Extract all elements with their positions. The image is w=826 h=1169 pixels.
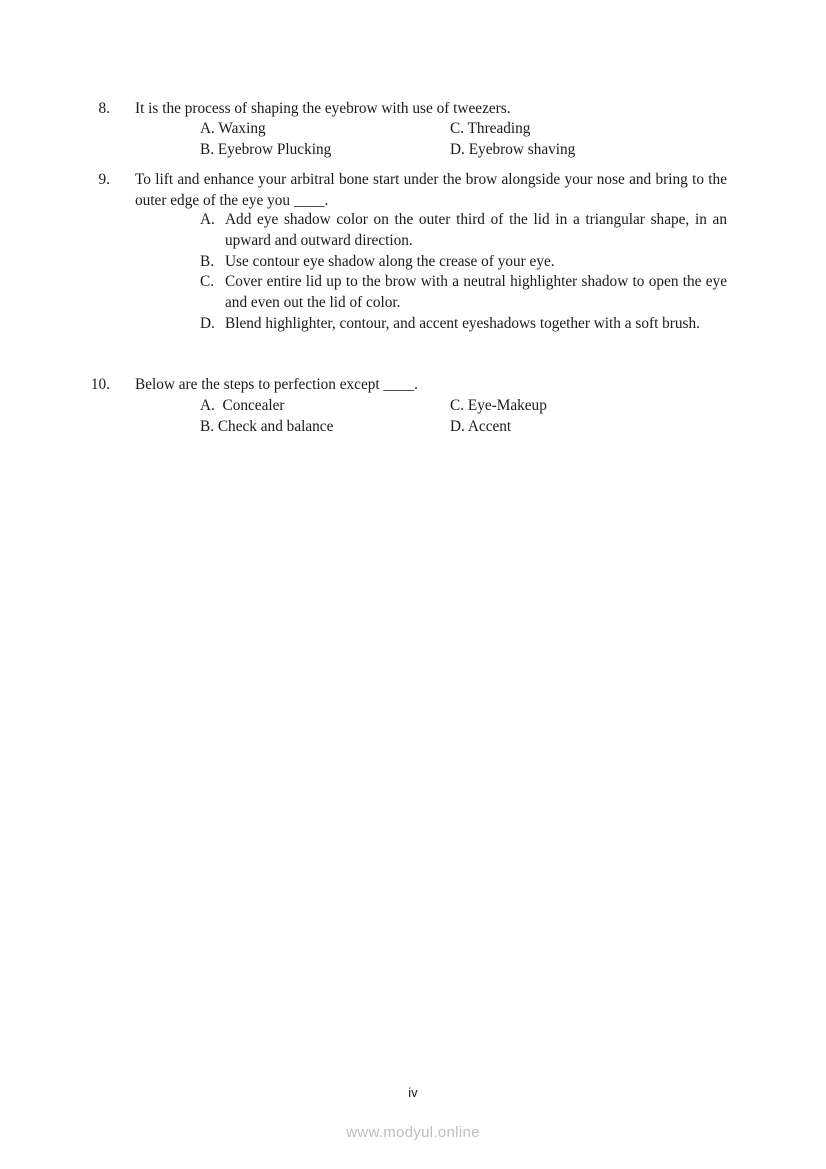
option-b: B. Check and balance bbox=[200, 418, 334, 435]
page-number: iv bbox=[408, 1085, 418, 1100]
question-text: Below are the steps to perfection except ____. bbox=[135, 376, 418, 393]
option-letter: A. bbox=[200, 211, 215, 228]
question-number: 10. bbox=[90, 376, 110, 393]
question-text: To lift and enhance your arbitral bone start under the brow alongside your nose and bring to the outer edge of the eye you ____. bbox=[135, 171, 727, 209]
question-number: 9. bbox=[98, 171, 110, 188]
option-letter: B. bbox=[200, 253, 215, 270]
option-letter: D. bbox=[200, 315, 215, 332]
watermark: www.modyul.online bbox=[346, 1124, 480, 1141]
option-a: A. Waxing bbox=[200, 120, 266, 137]
option-text: Blend highlighter, contour, and accent eyeshadows together with a soft brush. bbox=[225, 315, 700, 332]
option-c: C. Eye-Makeup bbox=[450, 397, 547, 414]
option-text: Use contour eye shadow along the crease of your eye. bbox=[225, 253, 555, 270]
option-b: B. Eyebrow Plucking bbox=[200, 141, 332, 158]
option-d: D. Eyebrow shaving bbox=[450, 141, 576, 158]
option-a: A. Concealer bbox=[200, 397, 285, 414]
option-d: D. Accent bbox=[450, 418, 512, 435]
option-c: C. Threading bbox=[450, 120, 531, 137]
option-text: Cover entire lid up to the brow with a neutral highlighter shadow to open the eye and even out the lid of color. bbox=[225, 273, 727, 311]
option-c bbox=[200, 272, 727, 313]
question-text: It is the process of shaping the eyebrow with use of tweezers. bbox=[135, 100, 511, 117]
option-text: Add eye shadow color on the outer third of the lid in a triangular shape, in an upward and outward direction. bbox=[225, 211, 727, 249]
option-b bbox=[200, 252, 727, 273]
option-a bbox=[200, 210, 727, 251]
question-number: 8. bbox=[98, 100, 110, 117]
option-d bbox=[200, 314, 727, 335]
option-letter: C. bbox=[200, 273, 215, 290]
